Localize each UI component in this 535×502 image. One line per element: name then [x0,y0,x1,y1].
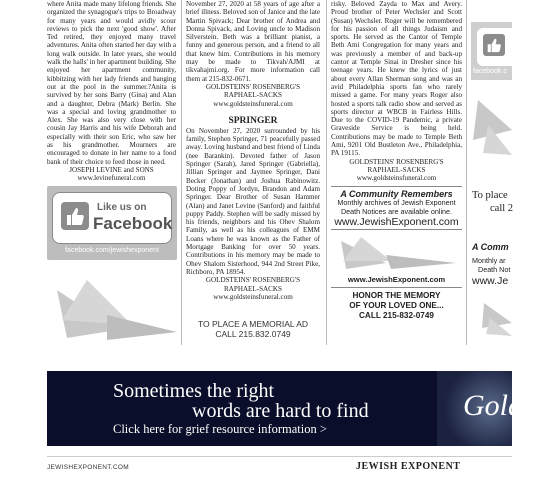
honor-memory-line: OF YOUR LOVED ONE... [349,301,444,311]
funeral-home-url[interactable]: www.levinefuneral.com [77,174,146,183]
place-ad-phone: CALL 215.832.0749 [215,328,291,339]
thumbs-up-icon [61,202,89,230]
community-remembers-text: Monthly ar [472,256,506,265]
obituary-column-3 [331,0,462,345]
obituary-text: On November 27, 2020 surrounded by his family, Stephen Springer, 71 peacefully passed away. Loving husband and best friend of Linda (nee Barankin). Devoted father of Jason Springer (Sarah), Jared Springer (Gabriella), Jillian Springer and Jaymee Springer, Dani Becker (Jonathan) and Joshua Rabinowitz. Doting Poppy of Jordyn, Brandon and Adam Springer. Dear Brother of Susan Hammer (Alan) and Janet Levine (Sanford) and faithful puppy Paddy. Stephen will be sadly missed by his friends, neighbors and his Ohev Shalom Family, as well as his colleagues of EMM Loans where he was known as the Father of Mortgage Banking for over 50 years. Contributions in his memory may be made to Ohev Shalom Sisterhood, 944 2nd Street Pike, Richboro, PA 18954. [186,126,320,276]
footer-divider [47,456,512,457]
funeral-home-name: JOSEPH LEVINE and SONS [69,165,154,174]
funeral-home-url[interactable]: www.goldsteinsfuneral.com [213,292,293,301]
funeral-home-name: RAPHAEL-SACKS [224,91,282,100]
column-rule [181,0,182,345]
facebook-badge [477,28,512,66]
like-us-label: Like us on [97,202,147,213]
place-memorial-ad[interactable] [186,320,320,339]
thumbs-up-icon [483,34,505,56]
funeral-home-name: GOLDSTEINS' ROSENBERG'S [205,82,301,91]
footer-site-url[interactable]: JEWISHEXPONENT.COM [47,464,129,471]
obituary-column-1 [47,0,176,183]
banner-headline: words are hard to find [192,400,369,422]
divider [331,287,462,288]
obituary-text: November 27, 2020 at 58 years of age after a brief illness. Beloved son of Janice and the late Martin Spivack; Dear brother of Andrea and Donna Spivack, and Loving uncle to Madison Silverstein. Beth was a brilliant pianist, a funny and generous person, and a friend to all that knew him. Contributions in his memory may be made to Tikvah/AJMI at tikvahajmi.org. For more information call them at 215-832-0671. [186,0,320,83]
facebook-wordmark: Facebook [93,214,173,233]
funeral-home-name: GOLDSTEINS' ROSENBERG'S [205,276,301,285]
star-of-david-icon [476,298,512,338]
obituary-text: risky. Beloved Zayda to Max and Avery. Proud brother of Peter Wechsler and Scott (Susan) Wechsler. Roger will be remembered for his passion of all things Judaism and sports. He served as the Cantor of Temple Beth Ami Congregation for many years and was previously a member of and back-up cantor at Temple Sinai in Dresher since his teenage years. He knew the lyrics of just about every Allan Sherman song and was an avid Philadelphia sports fan who rarely missed a game. For many years Roger also hosted a sports talk radio show and served as sports director at WBCB in Fairless Hills. Due to the COVID-19 Pandemic, a private Graveside Service is being held. Contributions may be made to Temple Beth Ami, 9201 Old Bustleton Ave., Philadelphia, PA 19115. [331,0,462,158]
honor-memory-phone: CALL 215-832-0749 [359,311,434,321]
obituary-heading: SPRINGER [228,115,278,126]
community-remembers-url[interactable]: www.JewishExponent.com [334,215,459,228]
grief-resource-banner[interactable] [47,371,535,446]
community-remembers-text: Death Not [478,265,511,274]
website-link[interactable]: www.JewishExponent.com [347,275,446,285]
facebook-url[interactable]: facebook.com/jewishexponent [65,247,159,254]
place-ad-line: TO PLACE A MEMORIAL AD [197,319,309,329]
community-remembers-text: Death Notices are available online. [340,206,453,216]
funeral-home-name: RAPHAEL-SACKS [224,284,282,293]
community-remembers-title: A Comm [472,242,509,252]
divider [331,186,462,187]
star-of-david-icon [468,95,512,160]
funeral-home-url[interactable]: www.goldsteinsfuneral.com [213,99,293,108]
footer-publication-name: JEWISH EXPONENT [356,461,461,472]
honor-memory-line: HONOR THE MEMORY [352,291,441,301]
funeral-home-name: RAPHAEL-SACKS [367,165,426,174]
community-remembers-text: Monthly archives of Jewish Exponent [337,197,456,207]
facebook-badge [52,192,172,244]
funeral-home-name: GOLDSTEINS' ROSENBERG'S [349,157,444,166]
facebook-ad[interactable] [47,186,177,260]
facebook-ad[interactable] [471,22,512,80]
facebook-url[interactable]: facebook.c [473,68,507,75]
banner-cta-link[interactable]: Click here for grief resource information > [113,422,327,436]
obituary-column-2 [186,0,320,340]
obituary-text: where Anita made many lifelong friends. She organized the synagogue's trips to Broadway for many years and would avidly scour reviews to pick the next 'good show'. After Ted retired, they enjoyed many travel adventures. Anita often started her day with a long walk outside. In later years, she would walk the halls' in her apartment building. She enjoyed her apartment community, kibbitzing with her lady friends and hanging out at the pool in the summer.?Anita is survived by her sons Barry (Gina) and Alan and a daughter, Debra (Mark) Berlin. She was a special and loving grandmother to Alex. She was also very close with her cousin Jay Harris and his wife Deborah and especially with their son Eric, who saw her as his grandmother. Mourners are encouraged to donate in her name to a food bank of their choice to feed those in need. [47,0,176,166]
community-remembers-title: A Community Remembers [340,188,453,199]
star-of-david-icon [47,270,179,345]
column-rule [466,0,467,345]
column-rule [326,0,327,345]
community-remembers-url[interactable]: www.Je [472,275,509,287]
place-ad-snippet: call 2 [490,203,514,214]
star-of-david-icon [331,233,462,273]
place-ad-snippet: To place [472,190,508,201]
banner-headline: Sometimes the right [113,380,275,402]
divider [331,229,462,230]
goldsteins-logo: Golds [463,389,535,422]
funeral-home-url[interactable]: www.goldsteinsfuneral.com [356,174,437,183]
